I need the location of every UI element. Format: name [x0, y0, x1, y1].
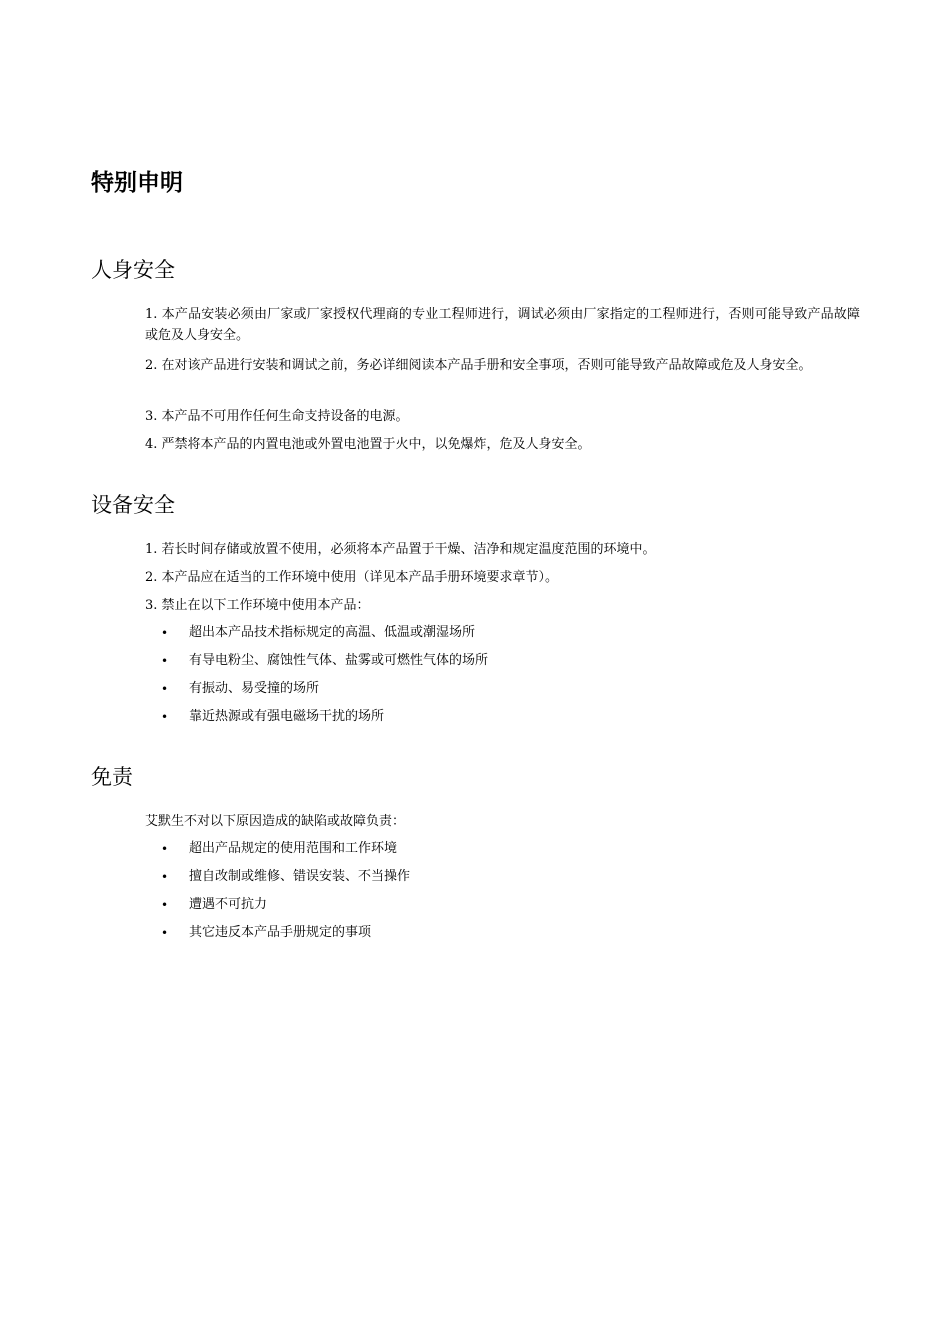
list-item-text: 其它违反本产品手册规定的事项: [189, 925, 372, 940]
item-text: 本产品不可用作任何生命支持设备的电源。: [161, 409, 409, 424]
list-item-text: 遭遇不可抗力: [189, 897, 268, 912]
personal-safety-item-3: [145, 406, 860, 427]
list-item-text: 靠近热源或有强电磁场干扰的场所: [189, 709, 385, 724]
list-item-text: 擅自改制或维修、错误安装、不当操作: [189, 869, 411, 884]
bullet-icon: •: [161, 926, 169, 940]
bullet-icon: •: [161, 870, 169, 884]
item-number: 1.: [145, 542, 158, 557]
item-number: 1.: [145, 307, 158, 322]
item-text: 严禁将本产品的内置电池或外置电池置于火中，以免爆炸，危及人身安全。: [161, 437, 591, 452]
page-title: 特别申明: [91, 170, 183, 196]
list-item-text: 有振动、易受撞的场所: [189, 681, 320, 696]
bullet-icon: •: [161, 682, 169, 696]
item-text: 本产品安装必须由厂家或厂家授权代理商的专业工程师进行，调试必须由厂家指定的工程师进行，否则可能导致产品故障或危及人身安全。: [145, 307, 860, 343]
equipment-safety-item-1: [145, 539, 860, 560]
bullet-icon: •: [161, 842, 169, 856]
list-item-text: 有导电粉尘、腐蚀性气体、盐雾或可燃性气体的场所: [189, 653, 489, 668]
item-number: 3.: [145, 409, 158, 424]
item-text: 在对该产品进行安装和调试之前，务必详细阅读本产品手册和安全事项，否则可能导致产品故障或危及人身安全。: [161, 358, 812, 373]
item-text: 本产品应在适当的工作环境中使用（详见本产品手册环境要求章节）。: [161, 570, 559, 585]
item-number: 2.: [145, 358, 158, 373]
item-text: 若长时间存储或放置不使用，必须将本产品置于干燥、洁净和规定温度范围的环境中。: [161, 542, 656, 557]
item-number: 4.: [145, 437, 158, 452]
section-heading-personal-safety: 人身安全: [91, 258, 175, 282]
bullet-icon: •: [161, 654, 169, 668]
bullet-icon: •: [161, 898, 169, 912]
list-item-text: 超出产品规定的使用范围和工作环境: [189, 841, 398, 856]
personal-safety-item-2: [145, 355, 860, 376]
item-text: 禁止在以下工作环境中使用本产品：: [161, 598, 370, 613]
section-heading-disclaimer: 免责: [91, 765, 133, 789]
personal-safety-item-1: [145, 304, 860, 346]
personal-safety-item-4: [145, 434, 860, 455]
bullet-icon: •: [161, 710, 169, 724]
equipment-safety-item-2: [145, 567, 860, 588]
list-item-text: 超出本产品技术指标规定的高温、低温或潮湿场所: [189, 625, 476, 640]
bullet-icon: •: [161, 626, 169, 640]
section-heading-equipment-safety: 设备安全: [91, 493, 175, 517]
item-number: 3.: [145, 598, 158, 613]
item-number: 2.: [145, 570, 158, 585]
disclaimer-intro: 艾默生不对以下原因造成的缺陷或故障负责：: [145, 814, 406, 829]
equipment-safety-item-3: [145, 595, 860, 616]
